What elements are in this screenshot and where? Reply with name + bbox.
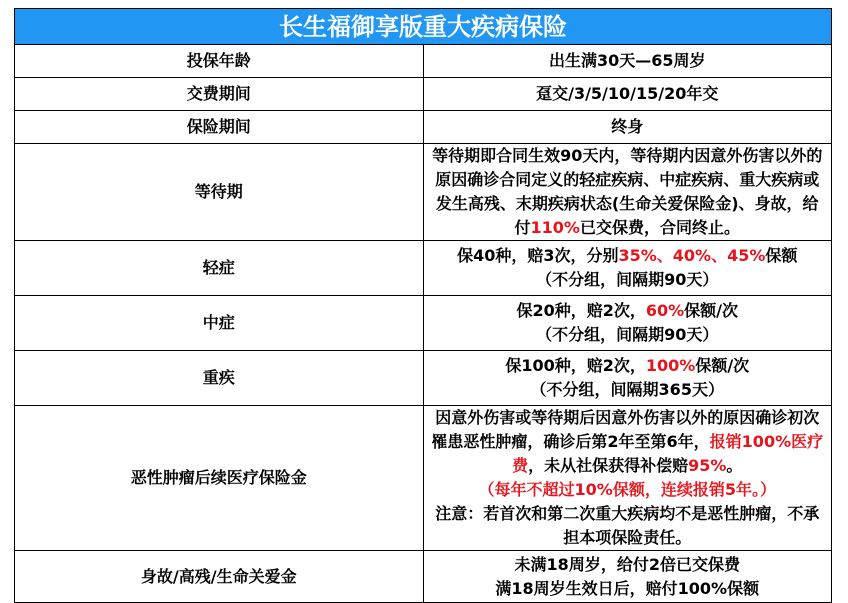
moderate-text: 保20种，赔2次， — [516, 301, 646, 320]
severe-highlight: 100% — [645, 356, 696, 375]
row-label-death: 身故/高残/生命关爱金 — [15, 551, 424, 603]
title-row — [15, 9, 832, 45]
moderate-highlight: 60% — [645, 301, 685, 320]
moderate-text-end: 保额/次 — [684, 301, 739, 320]
severe-text: 保100种，赔2次， — [505, 356, 646, 375]
waiting-text-end: 已交保费，合同终止。 — [579, 218, 740, 237]
row-label-severe: 重疾 — [15, 351, 424, 406]
severe-line1 — [430, 354, 826, 378]
table-row — [15, 111, 832, 144]
table-row — [15, 45, 832, 78]
mild-highlight: 35%、40%、45% — [618, 246, 766, 265]
cancer-highlight-rate: 95% — [688, 456, 727, 475]
cancer-text-end: 。 — [726, 456, 743, 475]
table-row — [15, 296, 832, 351]
mild-line2: （不分组，间隔期90天） — [536, 270, 719, 289]
cancer-text: 因意外伤害或等待期后因意外伤害以外的原因确诊初次罹患恶性肿瘤，确诊后第2年至第6年， — [431, 408, 820, 451]
row-value-mild — [423, 241, 832, 296]
row-value-severe — [423, 351, 832, 406]
moderate-line1 — [430, 299, 826, 323]
waiting-highlight: 110% — [530, 218, 580, 237]
death-line2: 满18周岁生效日后，赔付100%保额 — [495, 578, 760, 598]
table-row — [15, 78, 832, 111]
row-value-age: 出生满30天—65周岁 — [423, 45, 832, 78]
waiting-text: 等待期即合同生效90天内，等待期内因意外伤害以外的原因确诊合同定义的轻症疾病、中症疾病、重大疾病或发生高残、末期疾病状态(生命关爱保险金)、身故，给付 — [432, 146, 823, 237]
table-row — [15, 351, 832, 406]
mild-line1 — [430, 244, 826, 268]
table-row — [15, 551, 832, 603]
table-row — [15, 144, 832, 241]
cancer-limit-note: （每年不超过10%保额，连续报销5年。） — [478, 480, 776, 499]
row-value-moderate — [423, 296, 832, 351]
table-title: 长生福御享版重大疾病保险 — [15, 9, 832, 45]
row-value-waiting — [423, 144, 832, 241]
cancer-highlight-reimburse: 报销100%医疗费 — [512, 432, 824, 475]
table-row — [15, 406, 832, 551]
table-row — [15, 241, 832, 296]
severe-text-end: 保额/次 — [695, 356, 750, 375]
cancer-paragraph — [430, 406, 826, 478]
row-label-coverage: 保险期间 — [15, 111, 424, 144]
severe-line2: （不分组，间隔期365天） — [530, 380, 724, 399]
row-value-coverage: 终身 — [423, 111, 832, 144]
mild-text-end: 保额 — [765, 246, 798, 265]
cancer-exclusion-note: 注意：若首次和第二次重大疾病均不是恶性肿瘤，不承担本项保险责任。 — [435, 504, 820, 547]
row-label-pay: 交费期间 — [15, 78, 424, 111]
row-label-moderate: 中症 — [15, 296, 424, 351]
row-value-death — [423, 551, 832, 603]
death-line1: 未满18周岁，给付2倍已交保费 — [514, 554, 740, 574]
insurance-table — [14, 8, 832, 603]
row-value-pay: 趸交/3/5/10/15/20年交 — [423, 78, 832, 111]
row-label-waiting: 等待期 — [15, 144, 424, 241]
row-label-mild: 轻症 — [15, 241, 424, 296]
row-label-cancer: 恶性肿瘤后续医疗保险金 — [15, 406, 424, 551]
insurance-table-container — [14, 8, 832, 603]
moderate-line2: （不分组，间隔期90天） — [536, 325, 719, 344]
cancer-text-mid: ，未从社保获得补偿赔 — [528, 456, 689, 475]
row-value-cancer — [423, 406, 832, 551]
mild-text: 保40种，赔3次，分别 — [457, 246, 619, 265]
row-label-age: 投保年龄 — [15, 45, 424, 78]
